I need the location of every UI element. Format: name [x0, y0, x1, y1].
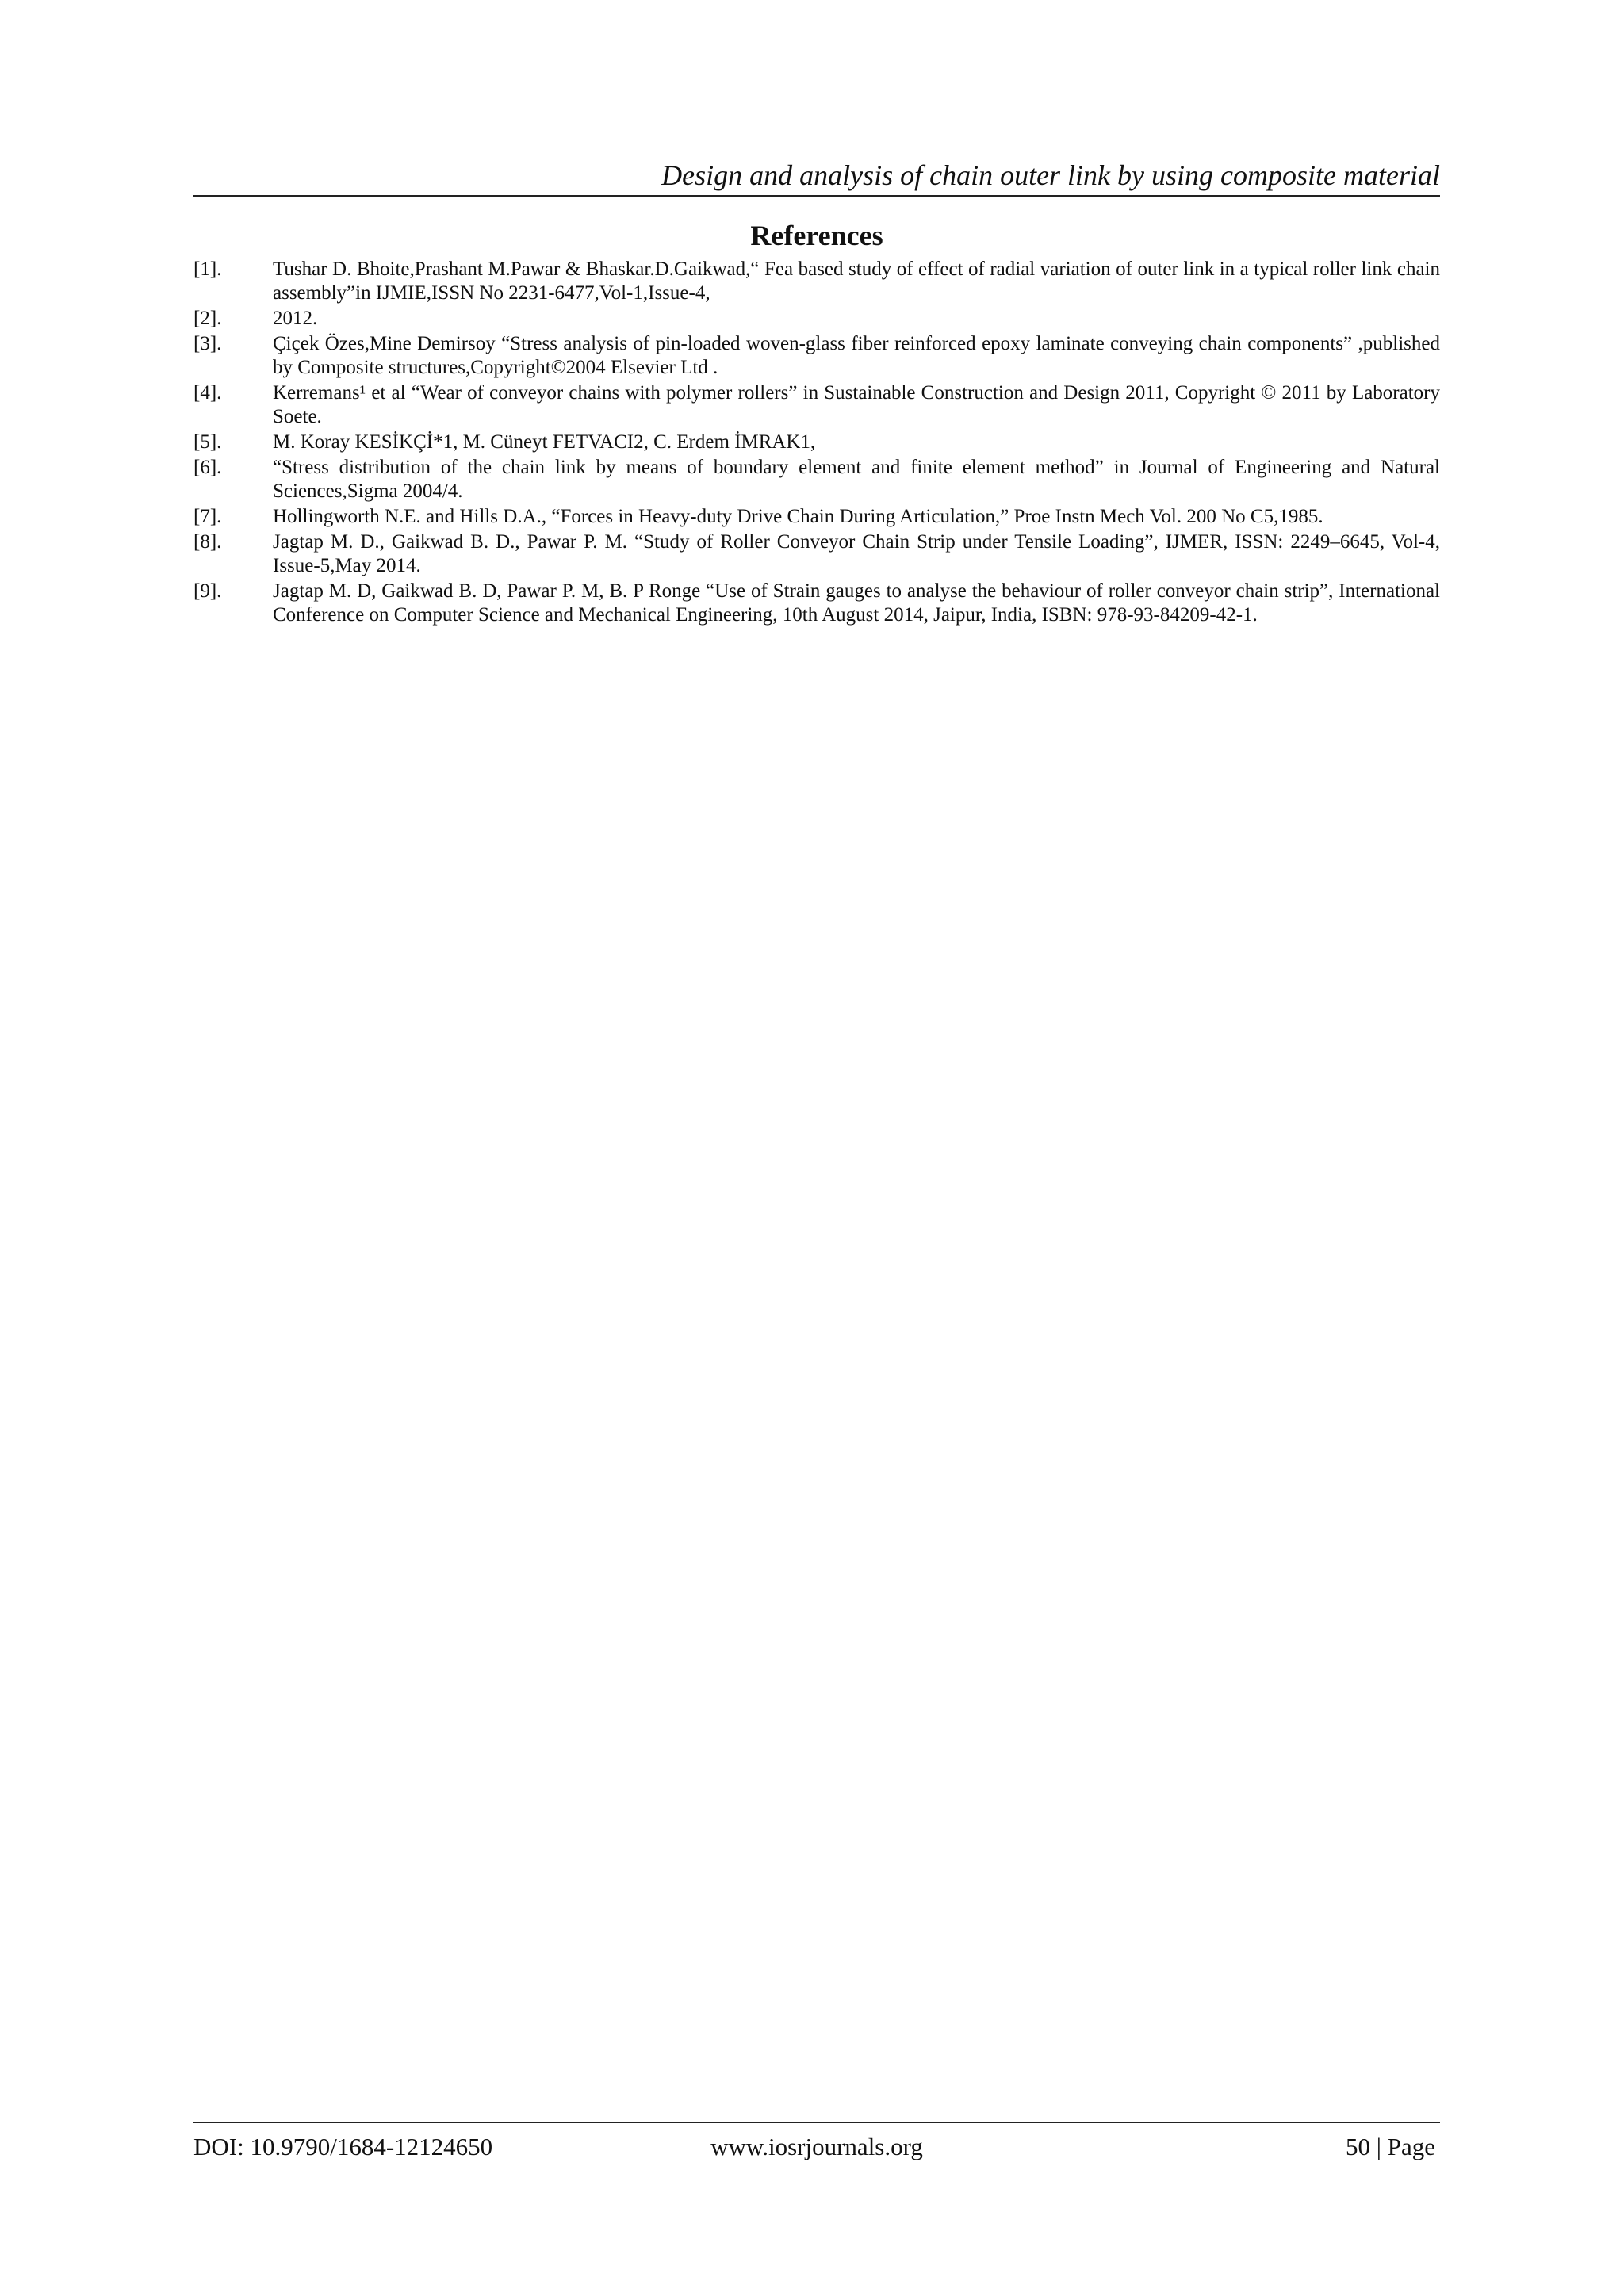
reference-list [193, 258, 1440, 627]
reference-text: M. Koray KESİKÇİ*1, M. Cüneyt FETVACI2, C. Erdem İMRAK1, [273, 431, 816, 453]
reference-item-9 [193, 580, 1440, 627]
reference-item-4 [193, 381, 1440, 429]
reference-item-1 [193, 258, 1440, 305]
reference-item-3 [193, 332, 1440, 380]
page-footer [193, 2122, 1440, 2163]
reference-item-7 [193, 505, 1440, 529]
reference-number: [8]. [193, 531, 222, 553]
running-title: Design and analysis of chain outer link by using composite material [661, 159, 1440, 191]
reference-text: Kerremans¹ et al “Wear of conveyor chains with polymer rollers” in Sustainable Construction and Design 2011, Copyright © 2011 by Laboratory Soete. [273, 382, 1440, 428]
reference-text: Jagtap M. D, Gaikwad B. D, Pawar P. M, B. P Ronge “Use of Strain gauges to analyse the behaviour of roller conveyor chain strip”, International Conference on Computer Science and Mechanical Engineering, 10th August 2014, Jaipur, India, ISBN: 978-93-84209-42-1. [273, 580, 1440, 626]
reference-number: [1]. [193, 258, 222, 281]
footer-website: www.iosrjournals.org [710, 2133, 923, 2160]
reference-text: Çiçek Özes,Mine Demirsoy “Stress analysis of pin-loaded woven-glass fiber reinforced epoxy laminate conveying chain components” ,published by Composite structures,Copyright©2004 Elsevier Ltd . [273, 333, 1440, 379]
footer-doi: DOI: 10.9790/1684-12124650 [193, 2133, 493, 2160]
reference-text: Hollingworth N.E. and Hills D.A., “Forces in Heavy-duty Drive Chain During Articulation,” Proe Instn Mech Vol. 200 No C5,1985. [273, 506, 1323, 528]
references-section [193, 219, 1440, 629]
reference-item-5 [193, 430, 1440, 454]
reference-number: [9]. [193, 580, 222, 603]
reference-number: [6]. [193, 457, 222, 479]
reference-item-6 [193, 456, 1440, 503]
reference-number: [3]. [193, 333, 222, 355]
reference-text: Jagtap M. D., Gaikwad B. D., Pawar P. M. “Study of Roller Conveyor Chain Strip under Tensile Loading”, IJMER, ISSN: 2249–6645, Vol-4, Issue-5,May 2014. [273, 531, 1440, 577]
reference-number: [4]. [193, 382, 222, 404]
reference-number: [2]. [193, 308, 222, 330]
reference-item-2 [193, 307, 1440, 331]
reference-text: 2012. [273, 308, 318, 330]
footer-page-number: 50 | Page [1346, 2133, 1435, 2160]
reference-text: Tushar D. Bhoite,Prashant M.Pawar & Bhaskar.D.Gaikwad,“ Fea based study of effect of radial variation of outer link in a typical roller link chain assembly”in IJMIE,ISSN No 2231-6477,Vol-1,Issue-4, [273, 258, 1440, 304]
reference-number: [5]. [193, 431, 222, 453]
page-header [193, 154, 1440, 197]
reference-number: [7]. [193, 506, 222, 528]
references-heading: References [750, 220, 883, 251]
reference-text: “Stress distribution of the chain link by means of boundary element and finite element method” in Journal of Engineering and Natural Sciences,Sigma 2004/4. [273, 457, 1440, 503]
reference-item-8 [193, 530, 1440, 578]
